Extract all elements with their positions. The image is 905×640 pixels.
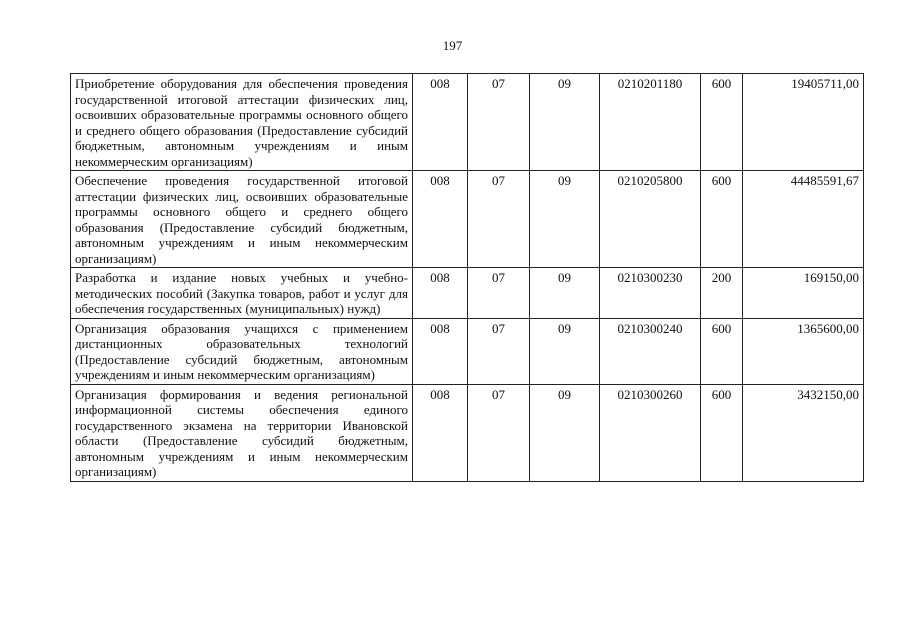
budget-table	[70, 73, 864, 482]
table-row	[71, 268, 864, 319]
expense-type-code: 200	[701, 268, 743, 319]
ministry-code: 008	[413, 384, 468, 481]
section-code: 07	[468, 318, 530, 384]
subsection-code: 09	[530, 268, 600, 319]
target-article-code: 0210300230	[600, 268, 701, 319]
target-article-code: 0210201180	[600, 74, 701, 171]
ministry-code: 008	[413, 268, 468, 319]
ministry-code: 008	[413, 74, 468, 171]
target-article-code: 0210205800	[600, 171, 701, 268]
subsection-code: 09	[530, 318, 600, 384]
section-code: 07	[468, 384, 530, 481]
amount: 3432150,00	[743, 384, 864, 481]
row-description: Разработка и издание новых учебных и учебно-методических пособий (Закупка товаров, работ и услуг для обеспечения государственных (муниципальных) нужд)	[71, 268, 413, 319]
amount: 1365600,00	[743, 318, 864, 384]
table-row	[71, 171, 864, 268]
row-description: Организация образования учащихся с применением дистанционных образовательных технологий (Предоставление субсидий бюджетным, автономным учреждениям и иным некоммерческим организациям)	[71, 318, 413, 384]
subsection-code: 09	[530, 384, 600, 481]
section-code: 07	[468, 171, 530, 268]
table-row	[71, 74, 864, 171]
subsection-code: 09	[530, 171, 600, 268]
expense-type-code: 600	[701, 318, 743, 384]
expense-type-code: 600	[701, 74, 743, 171]
table-row	[71, 384, 864, 481]
section-code: 07	[468, 74, 530, 171]
row-description: Организация формирования и ведения региональной информационной системы обеспечения единого государственного экзамена на территории Ивановской области (Предоставление субсидий бюджетным, автономным учреждениям и иным некоммерческим организациям)	[71, 384, 413, 481]
row-description: Приобретение оборудования для обеспечения проведения государственной итоговой аттестации физических лиц, освоивших образовательные программы основного общего и среднего общего образования (Предоставление субсидий бюджетным, автономным учреждениям и иным некоммерческим организациям)	[71, 74, 413, 171]
target-article-code: 0210300240	[600, 318, 701, 384]
amount: 19405711,00	[743, 74, 864, 171]
amount: 169150,00	[743, 268, 864, 319]
target-article-code: 0210300260	[600, 384, 701, 481]
expense-type-code: 600	[701, 171, 743, 268]
amount: 44485591,67	[743, 171, 864, 268]
subsection-code: 09	[530, 74, 600, 171]
row-description: Обеспечение проведения государственной итоговой аттестации физических лиц, освоивших образовательные программы основного общего и среднего общего образования (Предоставление субсидий бюджетным, автономным учреждениям и иным некоммерческим организациям)	[71, 171, 413, 268]
section-code: 07	[468, 268, 530, 319]
page-number: 197	[442, 38, 463, 53]
ministry-code: 008	[413, 171, 468, 268]
ministry-code: 008	[413, 318, 468, 384]
expense-type-code: 600	[701, 384, 743, 481]
table-row	[71, 318, 864, 384]
